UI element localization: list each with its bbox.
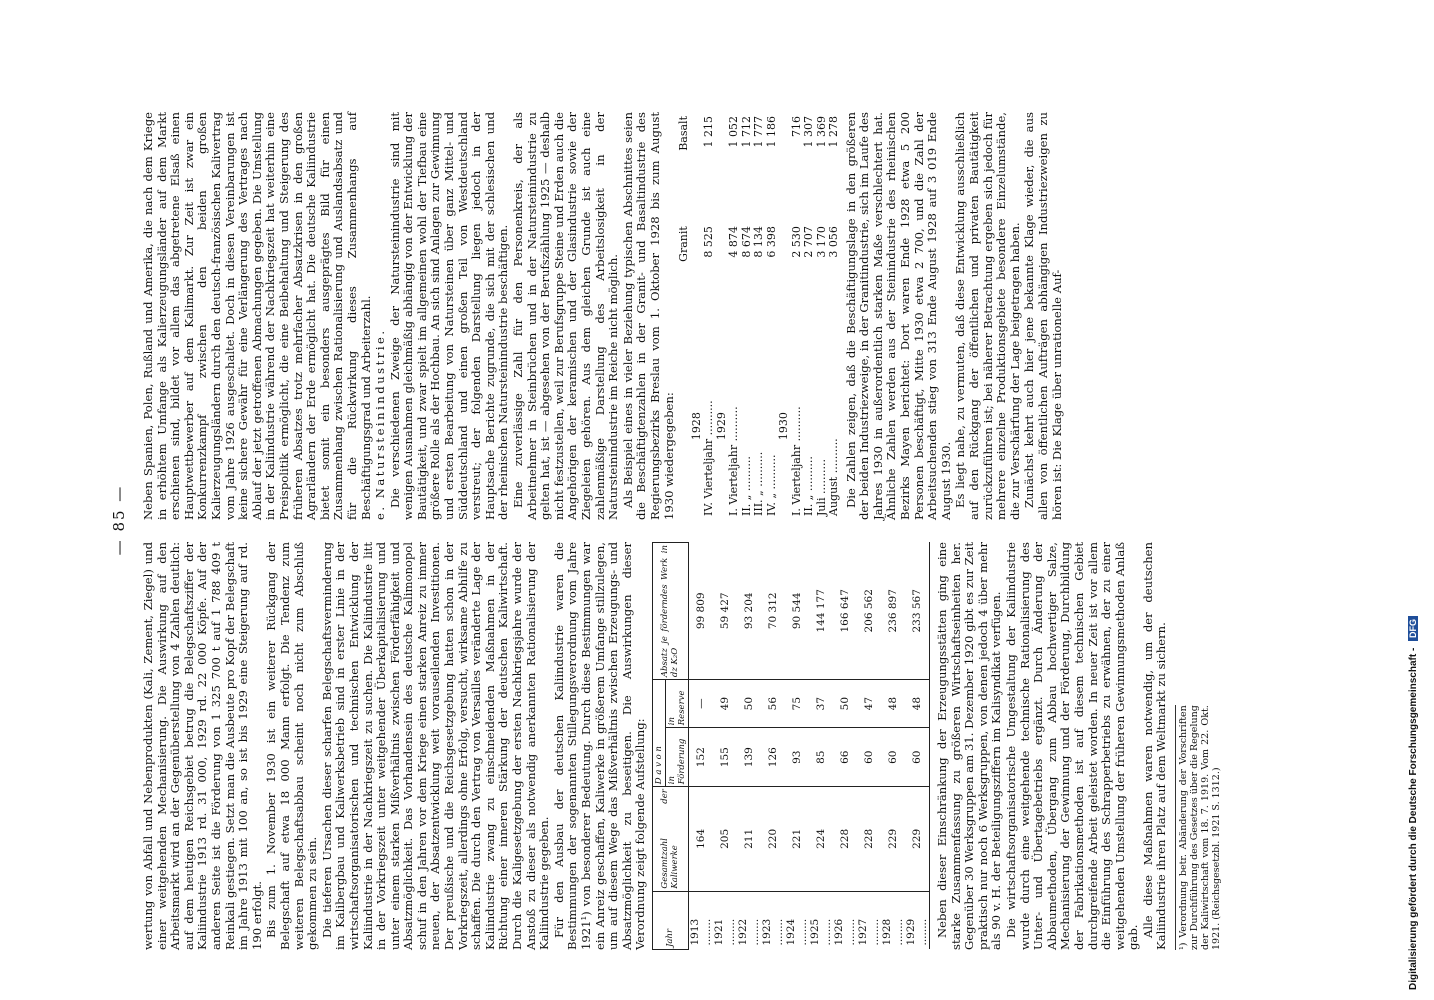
cell-reserve: 49 — [713, 680, 737, 728]
document-page — [100, 80, 1390, 960]
paragraph: Alle diese Maßnahmen waren notwendig, um der deutschen Kaliindustrie ihren Platz auf dem Weltmarkt zu sichern. — [1140, 542, 1169, 950]
cell-absatz: 233 567 — [905, 543, 930, 680]
table-row — [753, 112, 766, 520]
cell-absatz: 93 204 — [737, 543, 761, 680]
header-reserve: in Reserve — [665, 680, 688, 728]
header-gesamtzahl: Gesamtzahl der Kaliwerke — [652, 787, 688, 891]
cell-foerderung: 155 — [713, 728, 737, 787]
year-label: 1930 — [777, 412, 791, 441]
footnote: ¹) Verordnung betr. Abänderung der Vorschriften zur Durchführung des Gesetzes über die Regelung der Kaliwirtschaft vom 18. 7. 1919. Vom 22. Okt. 1921. (Reichsgesetzbl. 1921 S. 1312.) — [1175, 705, 1222, 950]
left-column — [141, 542, 1223, 950]
cell-basalt: 1 052 — [727, 116, 741, 148]
cell-gesamt: 228 — [833, 787, 857, 891]
cell-label: IV. „ .......... — [764, 454, 778, 516]
attribution-text: Digitalisierung gefördert durch die Deutsche Forschungsgemeinschaft - — [1408, 647, 1419, 990]
cell-jahr: 1924 ........ — [784, 918, 809, 946]
paragraph: Die Zahlen zeigen, daß die Beschäftigungslage in den größeren der beiden Industriezweige, in der Granitindustrie, sich im Laufe des Jahres 1930 in außerordentlich starken Maße verschlechtert hat. Ähnliche Zahlen werden aus der Steinindustrie des rheinischen Bezirks Mayen berichtet: Dort waren Ende 1928 etwa 5 200 Personen beschäftigt, Mitte 1930 etwa 2 700, und die Zahl der Arbeitsuchenden stieg von 313 Ende August 1928 auf 3 019 Ende August 1930. — [843, 112, 953, 520]
cell-label: II. „ .......... — [739, 456, 753, 516]
cell-absatz: 166 647 — [833, 543, 857, 680]
cell-granit: 4 874 — [727, 226, 741, 258]
cell-foerderung: 60 — [857, 728, 881, 787]
cell-basalt: 1 215 — [702, 116, 716, 148]
cell-absatz: 59 427 — [713, 543, 737, 680]
cell-reserve: 48 — [905, 680, 930, 728]
paragraph: Neben dieser Einschränkung der Erzeugungsstätten ging eine starke Zusammenfassung zu größeren Wirtschaftseinheiten her. Gegenüber 30 Werksgruppen am 31. Dezember 1920 gibt es zur Zeit praktisch nur noch 6 Werksgruppen, von denen jedoch 4 über mehr als 90 v. H. der Beteiligungsziffern im Kalisyndikat verfügen. — [934, 542, 1004, 950]
cell-jahr: 1913 ........ — [688, 918, 713, 946]
cell-foerderung: 93 — [785, 728, 809, 787]
cell-gesamt: 229 — [881, 787, 905, 891]
cell-gesamt: 211 — [737, 787, 761, 891]
header-absatz: Absatz je förderndes Werk in dz K₂O — [652, 543, 688, 680]
cell-granit: 2 530 — [789, 226, 803, 258]
table-row — [766, 112, 779, 520]
table-row — [803, 112, 816, 520]
cell-reserve: 75 — [785, 680, 809, 728]
kaliwerke-table — [652, 542, 930, 950]
cell-reserve: 56 — [761, 680, 785, 728]
cell-jahr: 1927 ........ — [856, 918, 881, 946]
cell-basalt: 1 278 — [827, 116, 841, 148]
cell-jahr: 1928 ........ — [880, 918, 905, 946]
cell-basalt: 1 186 — [764, 116, 778, 148]
cell-granit: 8 674 — [739, 226, 753, 258]
table-row — [713, 543, 737, 950]
cell-absatz: 70 312 — [761, 543, 785, 680]
table-row — [881, 543, 905, 950]
cell-gesamt: 229 — [905, 787, 930, 891]
cell-gesamt: 228 — [857, 787, 881, 891]
cell-reserve: 50 — [833, 680, 857, 728]
table-row — [785, 543, 809, 950]
paragraph: Zunächst kehrt auch hier jene bekannte Klage wieder, die aus allen von öffentlichen Aufträgen abhängigen Industriezweigen zu hören ist: Die Klage über unrationelle Auf- — [1022, 112, 1064, 520]
cell-absatz: 236 897 — [881, 543, 905, 680]
cell-foerderung: 126 — [761, 728, 785, 787]
cell-gesamt: 224 — [809, 787, 833, 891]
cell-basalt: 1 307 — [802, 116, 816, 148]
side-attribution — [1408, 10, 1428, 990]
cell-granit: 6 398 — [764, 226, 778, 258]
cell-gesamt: 220 — [761, 787, 785, 891]
cell-jahr: 1925 ........ — [808, 918, 833, 946]
cell-gesamt: 205 — [713, 787, 737, 891]
table-row — [905, 543, 930, 950]
cell-reserve: 47 — [857, 680, 881, 728]
granit-basalt-table — [678, 112, 841, 520]
year-label: 1928 — [689, 412, 703, 441]
table-row — [737, 543, 761, 950]
header-jahr: Jahr — [652, 891, 688, 949]
cell-foerderung: 139 — [737, 728, 761, 787]
cell-granit: 2 707 — [802, 226, 816, 258]
paragraph: Neben Spanien, Polen, Rußland und Amerika, die nach dem Kriege in erhöhtem Umfange als Kalierzeugungsländer auf dem Markt erschienen sind, bildet vor allem das abgetretene Elsaß einen Hauptwettbewerber auf dem Kalimarkt. Zur Zeit ist zwar ein Konkurrenzkampf zwischen den beiden großen Kalierzeugungsländern durch den deutsch-französischen Kalivertrag vom Jahre 1926 ausgeschaltet. Doch in diesen Vereinbarungen ist keine sichere Gewähr für eine Verlängerung des Vertrages nach Ablauf der jetzt getroffenen Abmachungen gegeben. Die Umstellung in der Kaliindustrie während der Nachkriegszeit hat weiterhin eine Preispolitik ermöglicht, die eine Beibehaltung und Steigerung des früheren Absatzes trotz mehrfacher Absatzkrisen in den großen Agrarländern der Erde ermöglicht hat. Die deutsche Kaliindustrie bietet somit ein besonders ausgeprägtes Bild für einen Zusammenhang zwischen Rationalisierung und Auslandsabsatz und für die Rückwirkung dieses Zusammenhangs auf Beschäftigungsgrad und Arbeiterzahl. — [141, 112, 373, 520]
paragraph: Eine zuverlässige Zahl für den Personenkreis, der als Arbeitnehmer in Steinbrüchen und in der Natursteinindustrie zu gelten hat, ist — abgesehen von der Berufszählung 1925 — deshalb nicht festzustellen, weil zur Berufsgruppe Steine und Erden auch die Angehörigen der keramischen und der Glasindustrie sowie der Ziegeleien gehören. Aus dem gleichen Grunde ist auch eine zahlenmäßige Darstellung des Arbeitslosigkeit in der Natursteinindustrie im Reiche nicht möglich. — [511, 112, 621, 520]
cell-gesamt: 164 — [688, 787, 713, 891]
cell-label: Juli .......... — [814, 459, 828, 516]
table-row — [809, 543, 833, 950]
cell-granit: 3 056 — [827, 226, 841, 258]
header-granit: Granit — [677, 226, 691, 262]
cell-label: IV. Vierteljahr .......... — [702, 400, 716, 516]
table-row — [857, 543, 881, 950]
cell-label: I. Vierteljahr .......... — [789, 406, 803, 516]
table-row — [761, 543, 785, 950]
cell-reserve: 37 — [809, 680, 833, 728]
cell-label: August .......... — [827, 438, 841, 516]
cell-label: I. Vierteljahr .......... — [727, 406, 741, 516]
cell-granit: 8 134 — [752, 226, 766, 258]
paragraph: Die tieferen Ursachen dieser scharfen Belegschaftsverminderung im Kalibergbau und Kaliwerksbetrieb sind in erster Linie in der wirtschaftsorganisatorischen und technischen Entwicklung der Kaliindustrie in der Nachkriegszeit zu suchen. Die Kaliindustrie litt in der Vorkriegszeit unter weitgehender Überkapitalisierung und unter einem starken Mißverhältnis zwischen Förderfähigkeit und Absatzmöglichkeit. Das Vorhandensein des deutsche Kalimonopol schuf in den Jahren vor dem Kriege einen starken Anreiz zu immer neuen, der Absatzentwicklung weit vorauseilenden Investitionen. Der preußische und die Reichsgesetzgebung hatten schon in der Vorkriegszeit, allerdings ohne Erfolg, versucht, wirksame Abhilfe zu schaffen. Die durch den Vertrag von Versailles veränderte Lage der Kaliindustrie zwang zu einschneidenden Maßnahmen in der Richtung einer inneren Stärkung der deutschen Kaliwirtschaft. Durch die Kaligesetzgebung der ersten Nachkriegsjahre wurde der Anstoß zu dieser als notwendig anerkannten Rationalisierung der Kaliindustrie gegeben. — [319, 542, 552, 950]
paragraph: wertung von Abfall und Nebenprodukten (Kali, Zement, Ziegel) und einer weitgehenden Mechanisierung. Die Auswirkung auf den Arbeitsmarkt wird an der Gegenüberstellung von 4 Zahlen deutlich: auf dem heutigen Reichsgebiet betrug die Belegschaftsziffer der Kaliindustrie 1913 rd. 31 000, 1929 rd. 22 000 Köpfe. Auf der anderen Seite ist die Förderung von 1 325 700 t auf 1 788 409 t Reinkali gestiegen. Setzt man die Ausbeute pro Kopf der Belegschaft im Jahre 1913 mit 100 an, so ist bis 1929 eine Steigerung auf rd. 190 erfolgt. — [141, 542, 264, 950]
paragraph: Die verschiedenen Zweige der Natursteinindustrie sind mit wenigen Ausnahmen gleichmäßig abhängig von der Entwicklung der Bautätigkeit, und zwar spielt im allgemeinen wohl der Tiefbau eine größere Rolle als der Hochbau. An sich sind Anlagen zur Gewinnung und ersten Bearbeitung von Natursteinen über ganz Mittel- und Süddeutschland und einen großen Teil von Westdeutschland verstreut; der folgenden Darstellung liegen jedoch in der Hauptsache Berichte zugrunde, die sich mit der schlesischen und der rheinischen Natursteinindustrie beschäftigen. — [387, 112, 511, 520]
cell-foerderung: 60 — [881, 728, 905, 787]
cell-jahr: 1922 ........ — [736, 918, 761, 946]
cell-basalt: 1 712 — [739, 116, 753, 148]
cell-basalt: 716 — [789, 116, 803, 137]
cell-reserve: — — [688, 680, 713, 728]
paragraph: Als Beispiel eines in vieler Beziehung typischen Abschnittes seien die Beschäftigtenzahlen in der Granit- und Basaltindustrie des Regierungsbezirks Breslau vom 1. Oktober 1928 bis zum August 1930 wiedergegeben: — [620, 112, 676, 520]
cell-label: III. „ .......... — [752, 451, 766, 516]
section-heading: e. Natursteinindustrie. — [373, 328, 388, 520]
cell-basalt: 1 777 — [752, 116, 766, 148]
header-davon: D a v o n — [652, 680, 665, 787]
dfg-logo: DFG — [1408, 616, 1418, 641]
cell-basalt: 1 369 — [814, 116, 828, 148]
cell-granit: 8 525 — [702, 226, 716, 258]
table-row — [833, 543, 857, 950]
table-row — [703, 112, 716, 520]
cell-foerderung: 152 — [688, 728, 713, 787]
cell-reserve: 48 — [881, 680, 905, 728]
cell-jahr: 1921 ........ — [712, 918, 737, 946]
paragraph: Es liegt nahe, zu vermuten, daß diese Entwicklung ausschließlich auf den Rückgang der öffentlichen und privaten Bautätigkeit zurückzuführen ist; bei näherer Betrachtung ergeben sich jedoch für mehrere einzelne Produktionsgebiete besondere Einzelumstände, die zur Verschärfung der Lage beigetragen haben. — [953, 112, 1022, 520]
cell-foerderung: 60 — [905, 728, 930, 787]
cell-gesamt: 221 — [785, 787, 809, 891]
cell-jahr: 1923 ........ — [760, 918, 785, 946]
page-number: — 85 — — [110, 484, 128, 556]
header-foerderung: in Förderung — [665, 728, 688, 787]
cell-granit: 3 170 — [814, 226, 828, 258]
header-basalt: Basalt — [677, 116, 691, 151]
cell-absatz: 90 544 — [785, 543, 809, 680]
cell-foerderung: 66 — [833, 728, 857, 787]
cell-absatz: 144 177 — [809, 543, 833, 680]
table-row — [728, 112, 741, 520]
paragraph: Für den Ausbau der deutschen Kaliindustrie waren die Bestimmungen der sogenannten Stillegungsverordnung vom Jahre 1921¹) von besonderer Bedeutung. Durch diese Bestimmungen war ein Anreiz geschaffen, Kaliwerke in größerem Umfange stillzulegen, um auf diesem Wege das Mißverhältnis zwischen Erzeugungs- und Absatzmöglichkeit zu beseitigen. Die Auswirkungen dieser Verordnung zeigt folgende Aufstellung: — [551, 542, 648, 950]
cell-jahr: 1929 ........ — [905, 891, 930, 949]
paragraph: Die wirtschaftsorganisatorische Umgestaltung der Kaliindustrie wurde durch eine weitgehende technische Rationalisierung des Unter- und Übertagebetriebs ergänzt. Durch Änderung der Abbaumethoden, Übergang zum Abbau hochwertiger Salze, Mechanisierung der Gewinnung und der Förderung, Durchbildung der Fabrikationsmethoden ist auf diesem technischen Gebiet durchgreifende Arbeit geleistet worden. In neuer Zeit ist vor allem die Einführung des Schrapperbetriebs zu erwähnen, der zu einer weitgehenden Umstellung der früheren Gewinnungsmethoden Anlaß gab. — [1003, 542, 1141, 950]
right-column — [141, 112, 1064, 520]
cell-reserve: 50 — [737, 680, 761, 728]
paragraph: Bis zum 1. November 1930 ist ein weiterer Rückgang der Belegschaft auf etwa 18 000 Mann erfolgt. Die Tendenz zum weiteren Belegschaftsabbau scheint noch nicht zum Abschluß gekommen zu sein. — [264, 542, 320, 950]
cell-absatz: 206 562 — [857, 543, 881, 680]
year-label: 1929 — [714, 412, 728, 441]
table-row — [828, 112, 841, 520]
cell-jahr: 1926 ........ — [832, 918, 857, 946]
cell-foerderung: 85 — [809, 728, 833, 787]
cell-label: II. „ .......... — [802, 456, 816, 516]
year-row — [778, 112, 791, 520]
cell-absatz: 99 809 — [688, 543, 713, 680]
table-row — [688, 543, 713, 950]
